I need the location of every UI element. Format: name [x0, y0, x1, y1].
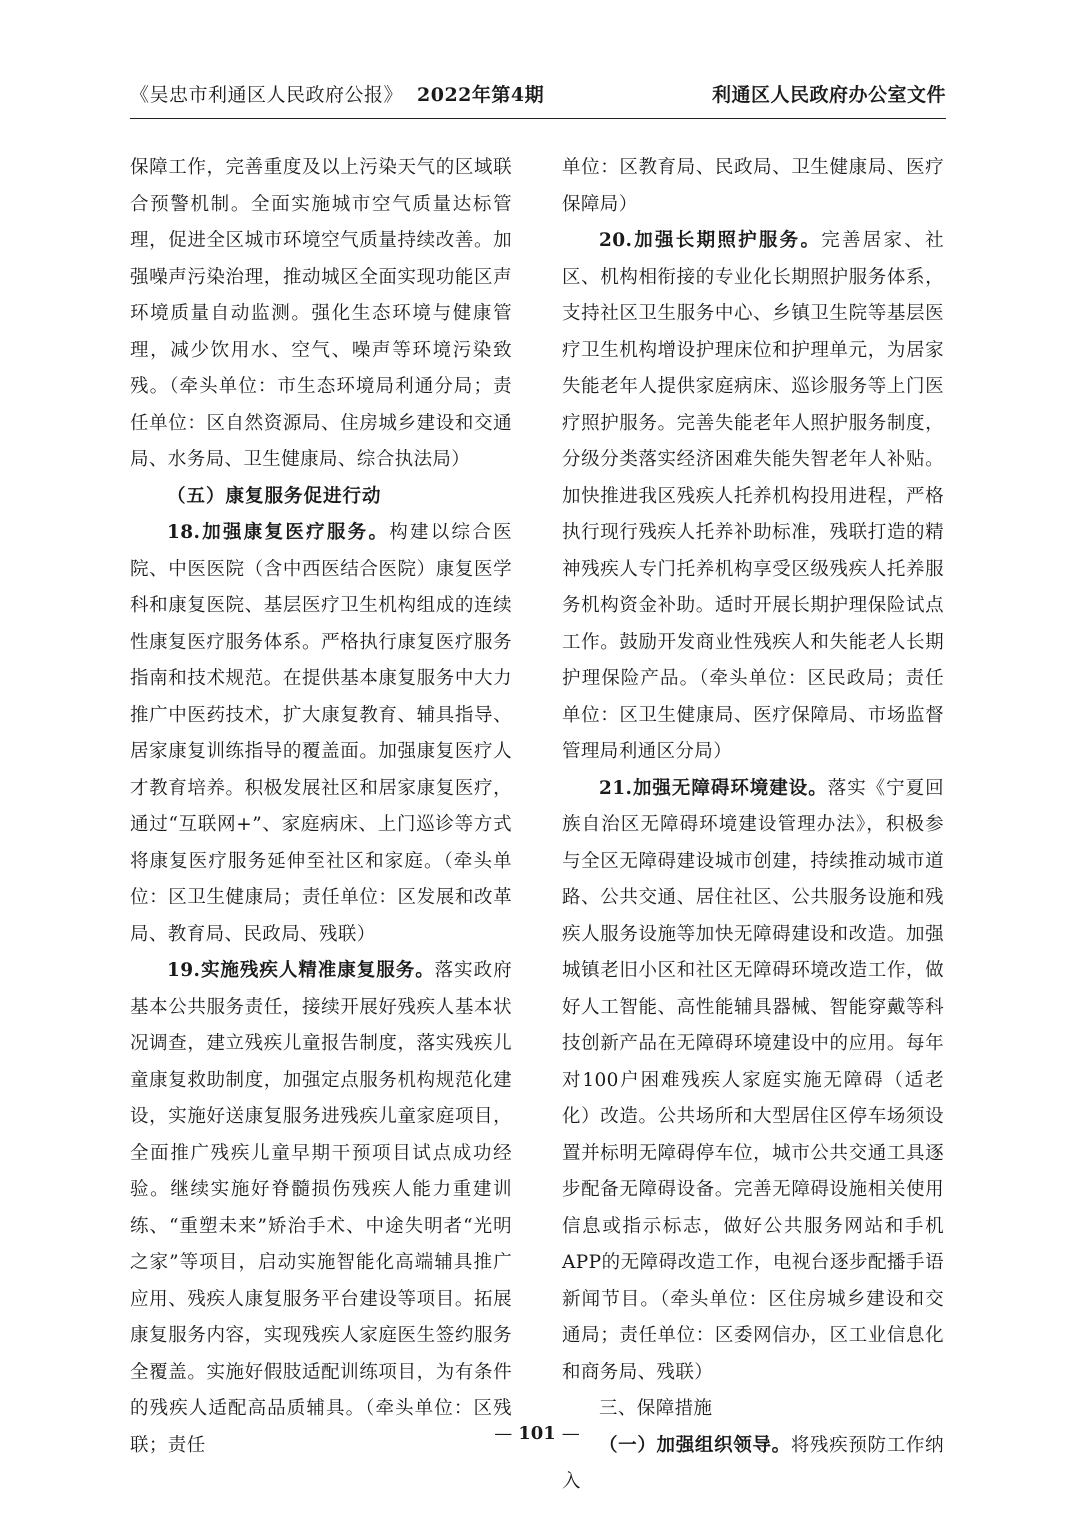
item-19-paragraph	[130, 953, 512, 1464]
item-19-body: 落实政府基本公共服务责任，接续开展好残疾人基本状况调查，建立残疾儿童报告制度，落实残疾儿童康复救助制度，加强定点服务机构规范化建设，实施好送康复服务进残疾儿童家庭项目，全面推广残疾儿童早期干预项目试点成功经验。继续实施好脊髓损伤残疾人能力重建训练、“重塑未来”矫治手术、中途失明者“光明之家”等项目，启动实施智能化高端辅具推广应用、残疾人康复服务平台建设等项目。拓展康复服务内容，实现残疾人家庭医生签约服务全覆盖。实施好假肢适配训练项目，为有条件的残疾人适配高品质辅具。（牵头单位：区残联；责任	[130, 960, 512, 1456]
item-20-paragraph	[562, 223, 944, 771]
page-footer	[0, 1423, 1074, 1444]
item-21-title: 21.加强无障碍环境建设。	[599, 777, 828, 799]
section-heading-3: 三、保障措施	[599, 1398, 713, 1419]
measure-1-title: （一）加强组织领导。	[599, 1434, 791, 1456]
footer-dash-right: —	[561, 1423, 580, 1444]
footer-dash-left: —	[494, 1423, 513, 1444]
item-21-paragraph	[562, 771, 944, 1392]
item-18-paragraph	[130, 515, 512, 953]
header-left	[130, 80, 544, 107]
item-20-body: 完善居家、社区、机构相衔接的专业化长期照护服务体系，支持社区卫生服务中心、乡镇卫生院等基层医疗卫生机构增设护理床位和护理单元，为居家失能老年人提供家庭病床、巡诊服务等上门医疗照护服务。完善失能老年人照护服务制度，分级分类落实经济困难失能失智老年人补贴。加快推进我区残疾人托养机构投用进程，严格执行现行残疾人托养补助标准，残联打造的精神残疾人专门托养机构享受区级残疾人托养服务机构资金补助。适时开展长期护理保险试点工作。鼓励开发商业性残疾人和失能老人长期护理保险产品。（牵头单位：区民政局；责任单位：区卫生健康局、医疗保障局、市场监督管理局利通区分局）	[562, 230, 944, 762]
left-paragraph-1: 保障工作，完善重度及以上污染天气的区域联合预警机制。全面实施城市空气质量达标管理，促进全区城市环境空气质量持续改善。加强噪声污染治理，推动城区全面实现功能区声环境质量自动监测。强化生态环境与健康管理，减少饮用水、空气、噪声等环境污染致残。（牵头单位：市生态环境局利通分局；责任单位：区自然资源局、住房城乡建设和交通局、水务局、卫生健康局、综合执法局）	[130, 157, 512, 470]
item-18-body: 构建以综合医院、中医医院（含中西医结合医院）康复医学科和康复医院、基层医疗卫生机构组成的连续性康复医疗服务体系。严格执行康复医疗服务指南和技术规范。在提供基本康复服务中大力推广中医药技术，扩大康复教育、辅具指导、居家康复训练指导的覆盖面。加强康复医疗人才教育培养。积极发展社区和居家康复医疗，通过“互联网+”、家庭病床、上门巡诊等方式将康复医疗服务延伸至社区和家庭。（牵头单位：区卫生健康局；责任单位：区发展和改革局、教育局、民政局、残联）	[130, 522, 512, 945]
page-header	[130, 78, 946, 119]
item-20-title: 20.加强长期照护服务。	[599, 230, 822, 251]
section-heading-5: （五）康复服务促进行动	[167, 485, 382, 507]
item-21-body: 落实《宁夏回族自治区无障碍环境建设管理办法》，积极参与全区无障碍建设城市创建，持续推动城市道路、公共交通、居住社区、公共服务设施和残疾人服务设施等加快无障碍建设和改造。加强城镇老旧小区和社区无障碍环境改造工作，做好人工智能、高性能辅具器械、智能穿戴等科技创新产品在无障碍环境建设中的应用。每年对100户困难残疾人家庭实施无障碍（适老化）改造。公共场所和大型居住区停车场须设置并标明无障碍停车位，城市公共交通工具逐步配备无障碍设备。完善无障碍设施相关使用信息或指示标志，做好公共服务网站和手机APP的无障碍改造工作，电视台逐步配播手语新闻节目。（牵头单位：区住房城乡建设和交通局；责任单位：区委网信办，区工业信息化和商务局、残联）	[562, 777, 944, 1383]
item-19-title: 19.实施残疾人精准康复服务。	[167, 960, 435, 981]
left-column	[130, 150, 512, 1464]
page-number: 101	[518, 1423, 556, 1444]
issue-number: 2022年第4期	[417, 84, 545, 106]
right-paragraph-1: 单位：区教育局、民政局、卫生健康局、医疗保障局）	[562, 157, 944, 215]
header-section-title: 利通区人民政府办公室文件	[711, 84, 946, 106]
measure-1-body: 将残疾预防工作纳入	[562, 1434, 944, 1492]
journal-title: 《吴忠市利通区人民政府公报》	[130, 84, 404, 106]
right-column	[562, 150, 944, 1501]
item-18-title: 18.加强康复医疗服务。	[167, 522, 390, 543]
